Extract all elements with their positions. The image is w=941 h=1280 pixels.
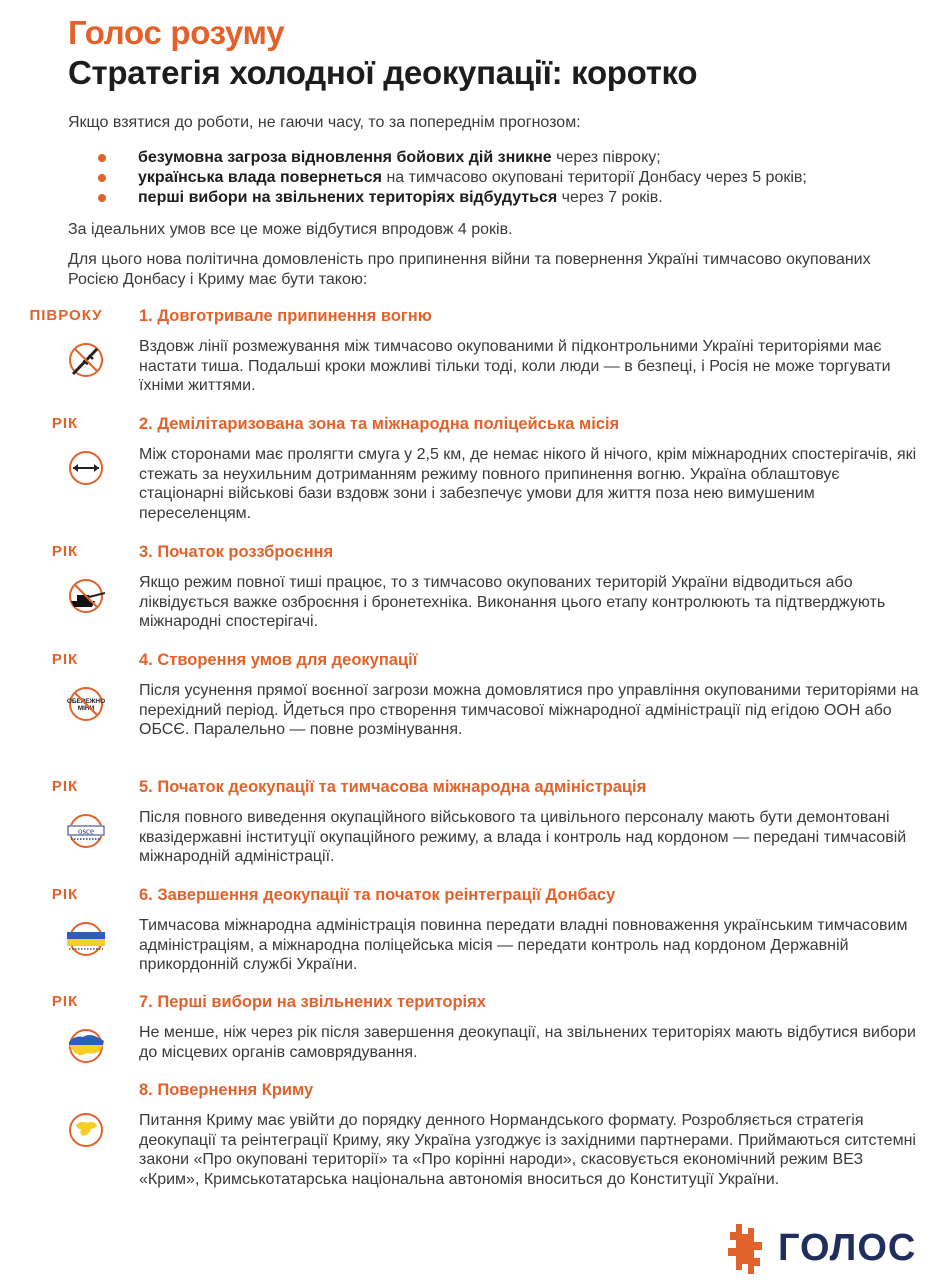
ukraine-map-icon bbox=[67, 1027, 105, 1065]
timeframe-label: РІК bbox=[51, 543, 79, 560]
ideal-text: За ідеальних умов все це може відбутися впродовж 4 років. bbox=[68, 221, 513, 238]
golos-logo bbox=[722, 1222, 916, 1274]
svg-text:osce: osce bbox=[78, 826, 94, 836]
svg-text:ОБЕРЕЖНО: ОБЕРЕЖНО bbox=[67, 698, 105, 705]
step-title: 5. Початок деокупації та тимчасова міжнародна адміністрація bbox=[139, 778, 647, 796]
bullet-bold: українська влада повернеться bbox=[138, 169, 383, 186]
brand-heading: Голос розуму bbox=[68, 14, 285, 51]
no-rifle-icon bbox=[67, 341, 105, 379]
list-item bbox=[98, 148, 807, 168]
step-text: Вздовж лінії розмежування між тимчасово окупованими й підконтрольними Україні територіями має настати тиша. Подальші кроки можливі тільки тоді, коли люди — в безпеці, і Росія не може торгувати їхніми життями. bbox=[139, 338, 891, 394]
crimea-map-icon bbox=[67, 1111, 105, 1149]
ukraine-flag-icon bbox=[67, 920, 105, 958]
bullet-dot-icon bbox=[98, 194, 106, 202]
bullet-dot-icon bbox=[98, 154, 106, 162]
step-text: Після усунення прямої воєнної загрози можна домовлятися про управління окупованими територіями на перехідний період. Йдеться про створення тимчасової міжнародної адміністрації під егідою ООН або ОБСЄ. Паралельно — повне розмінування. bbox=[139, 682, 919, 738]
timeframe-label: РІК bbox=[51, 415, 79, 432]
bullet-text: на тимчасово окуповані території Донбасу через 5 років; bbox=[382, 169, 807, 186]
osce-icon bbox=[67, 812, 105, 850]
step-title: 6. Завершення деокупації та початок реінтеграції Донбасу bbox=[139, 886, 616, 904]
bullet-dot-icon bbox=[98, 174, 106, 182]
intro-text: Якщо взятися до роботи, не гаючи часу, то за попереднім прогнозом: bbox=[68, 114, 581, 131]
step-text: Питання Криму має увійти до порядку денного Нормандського формату. Розробляється стратегія деокупації та реінтеграції Криму, яку Україна узгоджує із західними партнерами. Приймаються ситстемні закони «Про окуповані території» та «Про корінні народи», скасовується економічний режим ВЕЗ «Крим», Кримськотатарська національна автономія вноситься до Конституції України. bbox=[139, 1112, 916, 1188]
step-text: Не менше, ніж через рік після завершення деокупації, на звільнених територіях мають відбутися вибори до місцевих органів самоврядування. bbox=[139, 1024, 916, 1061]
list-item bbox=[98, 168, 807, 188]
bullet-bold: перші вибори на звільнених територіях відбудуться bbox=[138, 189, 558, 206]
bullet-text: через півроку; bbox=[551, 149, 661, 166]
forecast-list bbox=[98, 148, 807, 208]
step-title: 7. Перші вибори на звільнених територіях bbox=[139, 993, 486, 1011]
no-tank-icon bbox=[67, 577, 105, 615]
bullet-bold: безумовна загроза відновлення бойових дій зникне bbox=[138, 149, 552, 166]
mines-warning-icon bbox=[67, 685, 105, 723]
golos-logo-text: ГОЛОС bbox=[778, 1226, 917, 1269]
step-title: 8. Повернення Криму bbox=[139, 1081, 314, 1099]
step-text: Якщо режим повної тиші працює, то з тимчасово окупованих територій України відводиться або ліквідується важке озброєння і бронетехніка. Виконання цього етапу контролюють та підтверджують міжнародні спостерігачі. bbox=[139, 574, 886, 630]
step-text: Тимчасова міжнародна адміністрація повинна передати владні повноваження українським тимчасовим адміністраціям, а міжнародна поліцейська місія — передати контроль над кордоном Державній прикордонній службі України. bbox=[139, 917, 908, 973]
step-title: 4. Створення умов для деокупації bbox=[139, 651, 418, 669]
lead-text: Для цього нова політична домовленість про припинення війни та повернення Україні тимчасово окупованих Росією Донбасу і Криму має бути такою: bbox=[68, 251, 871, 288]
timeframe-label: РІК bbox=[51, 886, 79, 903]
svg-text:МІНИ: МІНИ bbox=[77, 705, 95, 712]
bullet-text: через 7 років. bbox=[557, 189, 663, 206]
step-text: Між сторонами має пролягти смуга у 2,5 км, де немає нікого й нічого, крім міжнародних спостерігачів, які стежать за неухильним дотриманням режиму повного припинення вогню. Україна облаштовує стаціонарні військові бази вздовж зони і забезпечує умови для життя поза нею вимушеним переселенцям. bbox=[139, 446, 917, 522]
step-text: Після повного виведення окупаційного військового та цивільного персоналу мають бути демонтовані квазідержавні інституції окупаційного режиму, а влада і контроль над кордоном — передані тимчасовій міжнародній адміністрації. bbox=[139, 809, 907, 865]
timeframe-label: РІК bbox=[51, 993, 79, 1010]
buffer-zone-arrow-icon bbox=[67, 449, 105, 487]
step-title: 3. Початок роззброєння bbox=[139, 543, 334, 561]
timeframe-label: РІК bbox=[51, 778, 79, 795]
step-title: 1. Довготривале припинення вогню bbox=[139, 307, 432, 325]
golos-logo-mark-icon bbox=[722, 1222, 768, 1274]
timeframe-label: ПІВРОКУ bbox=[29, 307, 103, 324]
page-title: Стратегія холодної деокупації: коротко bbox=[68, 54, 698, 91]
list-item bbox=[98, 188, 807, 208]
timeframe-label: РІК bbox=[51, 651, 79, 668]
step-title: 2. Демілітаризована зона та міжнародна поліцейська місія bbox=[139, 415, 620, 433]
